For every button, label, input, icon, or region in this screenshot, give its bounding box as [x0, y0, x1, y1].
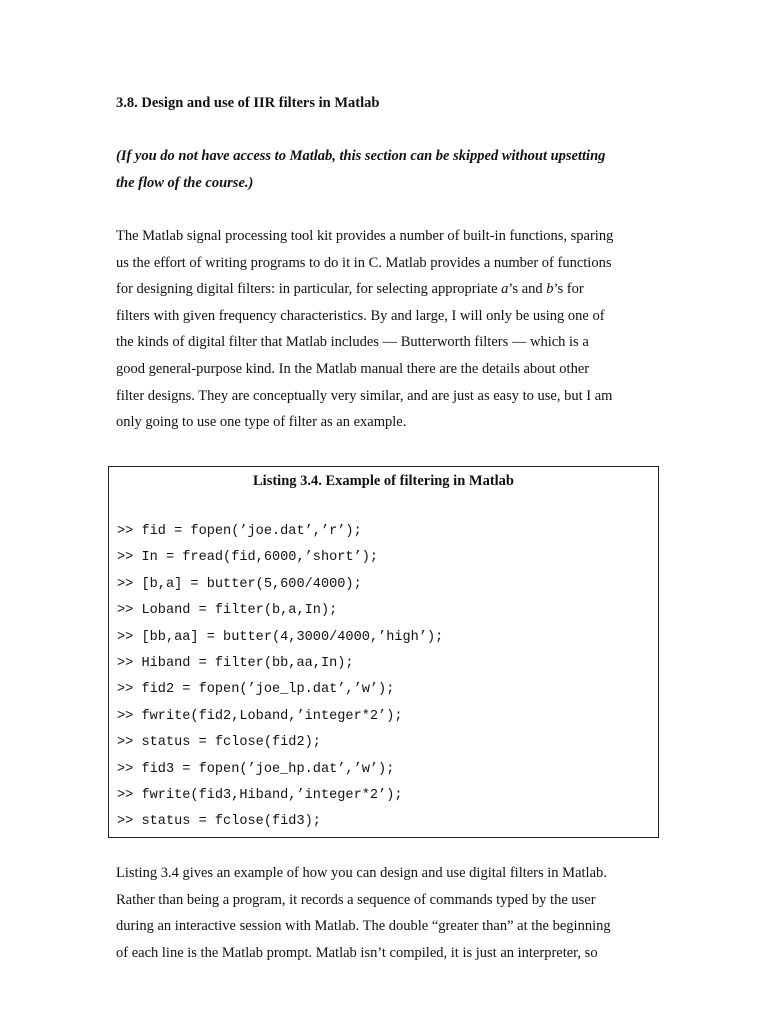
code-line: >> fid = fopen(’joe.dat’,’r’);: [117, 524, 362, 539]
paragraph-line: only going to use one type of filter as an example.: [116, 414, 407, 431]
section-heading: 3.8. Design and use of IIR filters in Matlab: [116, 95, 380, 111]
code-lines: [117, 519, 443, 836]
paragraph-line: filter designs. They are conceptually very similar, and are just as easy to use, but I am: [116, 387, 613, 404]
code-line: >> Loband = filter(b,a,In);: [117, 603, 338, 619]
paragraph-line: [116, 276, 656, 303]
code-line: >> status = fclose(fid3);: [117, 814, 321, 830]
note-line: (If you do not have access to Matlab, this section can be skipped without upsetting: [116, 148, 606, 164]
listing-title: Listing 3.4. Example of filtering in Matlab: [253, 473, 514, 489]
paragraph-line: good general-purpose kind. In the Matlab manual there are the details about other: [116, 360, 590, 377]
symbol-a: a: [501, 281, 509, 298]
line-text: for designing digital filters: in particular, for selecting appropriate: [116, 281, 502, 298]
code-listing-box: [108, 466, 659, 838]
code-line: >> Hiband = filter(bb,aa,In);: [117, 656, 354, 672]
intro-paragraph: [116, 223, 656, 436]
code-line: >> status = fclose(fid2);: [117, 735, 321, 751]
paragraph-line: Listing 3.4 gives an example of how you can design and use digital filters in Matlab.: [116, 865, 607, 881]
code-line: >> In = fread(fid,6000,’short’);: [117, 550, 379, 566]
code-line: >> [bb,aa] = butter(4,3000/4000,’high’);: [117, 629, 444, 645]
code-line: >> fwrite(fid2,Loband,’integer*2’);: [117, 708, 403, 724]
section-note: [116, 143, 656, 196]
code-line: >> [b,a] = butter(5,600/4000);: [117, 576, 362, 592]
line-text: ’s and: [508, 281, 547, 298]
code-line: >> fid3 = fopen(’joe_hp.dat’,’w’);: [117, 761, 395, 777]
explanation-paragraph: [116, 860, 656, 966]
paragraph-line: The Matlab signal processing tool kit provides a number of built-in functions, sparing: [116, 228, 614, 244]
code-line: >> fwrite(fid3,Hiband,’integer*2’);: [117, 788, 403, 804]
paragraph-line: the kinds of digital filter that Matlab includes — Butterworth filters — which is a: [116, 334, 589, 351]
paragraph-line: filters with given frequency characteristics. By and large, I will only be using one of: [116, 307, 605, 324]
paragraph-line: Rather than being a program, it records a sequence of commands typed by the user: [116, 891, 596, 908]
paragraph-line: us the effort of writing programs to do it in C. Matlab provides a number of functions: [116, 254, 612, 271]
paragraph-line: of each line is the Matlab prompt. Matlab isn’t compiled, it is just an interpreter, so: [116, 944, 598, 961]
code-line: >> fid2 = fopen(’joe_lp.dat’,’w’);: [117, 682, 395, 698]
symbol-b: b: [546, 281, 554, 298]
line-text: ’s for: [553, 281, 584, 298]
note-line: the flow of the course.): [116, 174, 254, 191]
paragraph-line: during an interactive session with Matlab. The double “greater than” at the beginning: [116, 918, 611, 935]
